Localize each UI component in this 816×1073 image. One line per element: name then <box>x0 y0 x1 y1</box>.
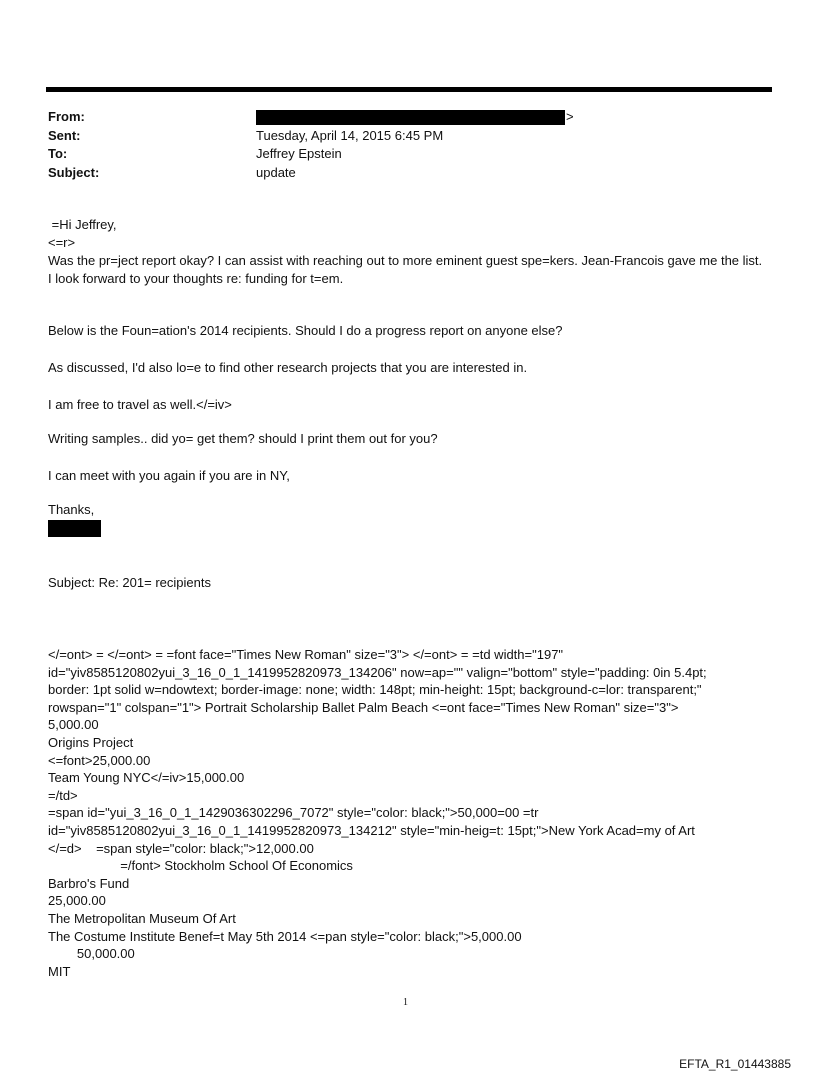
signature-redaction <box>48 520 101 537</box>
to-value: Jeffrey Epstein <box>256 146 342 162</box>
paragraph-4: I am free to travel as well.</=iv> <box>48 397 232 412</box>
forwarded-subject: Subject: Re: 201= recipients <box>48 575 211 590</box>
subject-value: update <box>256 164 296 180</box>
paragraph-6: I can meet with you again if you are in NY, <box>48 468 290 483</box>
subject-row <box>48 164 768 183</box>
greeting: =Hi Jeffrey, <box>48 217 117 232</box>
from-redaction <box>256 110 565 125</box>
subject-label: Subject: <box>48 164 100 180</box>
paragraph-3: As discussed, I'd also lo=e to find other research projects that you are interested in. <box>48 360 528 375</box>
page-number: 1 <box>403 997 408 1008</box>
from-label: From: <box>48 109 85 124</box>
from-row <box>48 108 768 127</box>
to-row <box>48 145 768 164</box>
paragraph-2: Below is the Foun=ation's 2014 recipients. Should I do a progress report on anyone else? <box>48 323 563 338</box>
sent-value: Tuesday, April 14, 2015 6:45 PM <box>256 127 444 143</box>
html-dump: </=ont> = </=ont> = =font face="Times New Roman" size="3"> </=ont> = =td width="197" id="yiv8585120802yui_3_16_0_1_1419952820973_134206" now=ap="" valign="bottom" style="padding: 0in 5.4pt; border: 1pt solid w=ndowtext; border-image: none; width: 148pt; min-height: 15pt; background-c=lor: transparent;" rowspan="1" colspan="1"> Portrait Scholarship Ballet Palm Beach <=ont face="Times New Roman" size="3"> 5,000.00 Origins Project <=font>25,000.00 Team Young NYC</=iv>15,000.00 =/td> =span id="yui_3_16_0_1_1429036302296_7072" style="color: black;">50,000=00 =tr id="yiv8585120802yui_3_16_0_1_1419952820973_134212" style="min-heig=t: 15pt;">New York Acad=my of Art </=d> =span style="color: black;">12,000.00 =/font> Stockholm School Of Economics Barbro's Fund 25,000.00 The Metropolitan Museum Of Art The Costume Institute Benef=t May 5th 2014 <=pan style="color: black;">5,000.00 50,000.00 MIT <box>48 647 707 979</box>
sent-row <box>48 127 768 146</box>
bates-number: EFTA_R1_01443885 <box>679 1057 791 1071</box>
paragraph-1: Was the pr=ject report okay? I can assist with reaching out to more eminent guest spe=kers. Jean-Francois gave me the list. I look forward to your thoughts re: funding for t=em. <box>48 253 763 286</box>
header-rule <box>46 87 772 92</box>
paragraph-5: Writing samples.. did yo= get them? should I print them out for you? <box>48 431 438 446</box>
sent-label: Sent: <box>48 127 81 143</box>
email-header <box>48 108 768 182</box>
closing: Thanks, <box>48 502 95 517</box>
from-value-suffix: > <box>566 109 574 124</box>
to-label: To: <box>48 146 68 162</box>
br-tag: <=r> <box>48 235 76 250</box>
